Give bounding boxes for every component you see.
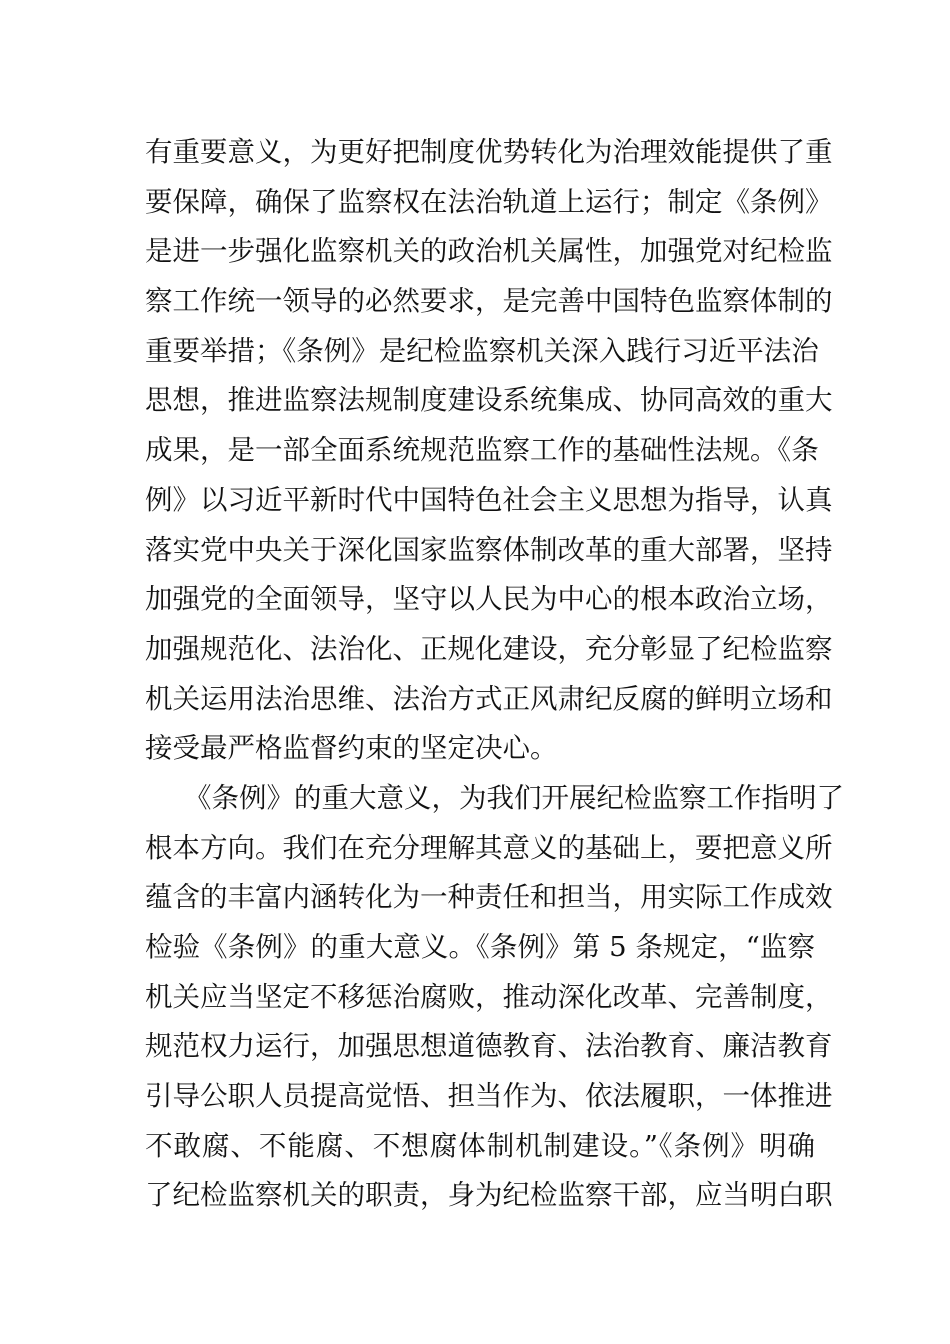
text-line: 规范权力运行，加强思想道德教育、法治教育、廉洁教育 [145, 1030, 833, 1063]
text-line: 根本方向。我们在充分理解其意义的基础上，要把意义所 [145, 831, 833, 864]
text-line: 是进一步强化监察机关的政治机关属性，加强党对纪检监 [145, 235, 833, 268]
text-line: 了纪检监察机关的职责，身为纪检监察干部，应当明白职 [145, 1179, 833, 1212]
text-line: 引导公职人员提高觉悟、担当作为、依法履职，一体推进 [145, 1080, 833, 1113]
text-line: 重要举措；《条例》是纪检监察机关深入践行习近平法治 [145, 334, 819, 367]
text-line: 机关运用法治思维、法治方式正风肃纪反腐的鲜明立场和 [145, 682, 833, 715]
text-line: 不敢腐、不能腐、不想腐体制机制建设。”《条例》明确 [145, 1129, 815, 1162]
text-line: 察工作统一领导的必然要求，是完善中国特色监察体制的 [145, 285, 833, 318]
text-line: 蕴含的丰富内涵转化为一种责任和担当，用实际工作成效 [145, 881, 833, 914]
text-line: 落实党中央关于深化国家监察体制改革的重大部署，坚持 [145, 533, 833, 566]
text-line: 加强党的全面领导，坚守以人民为中心的根本政治立场， [145, 583, 833, 616]
text-line: 检验《条例》的重大意义。《条例》第 5 条规定，“监察 [145, 931, 815, 963]
text-line: 思想，推进监察法规制度建设系统集成、协同高效的重大 [145, 384, 833, 417]
text-line-paragraph-end: 接受最严格监督约束的坚定决心。 [145, 732, 558, 765]
text-line: 成果，是一部全面系统规范监察工作的基础性法规。《条 [145, 434, 819, 467]
text-line: 机关应当坚定不移惩治腐败，推动深化改革、完善制度， [145, 980, 833, 1013]
text-line: 例》以习近平新时代中国特色社会主义思想为指导，认真 [145, 483, 833, 516]
body-text [145, 128, 844, 1221]
text-line-paragraph-start: 《条例》的重大意义，为我们开展纪检监察工作指明了 [184, 781, 844, 814]
text-line: 加强规范化、法治化、正规化建设，充分彰显了纪检监察 [145, 632, 833, 665]
text-line: 要保障，确保了监察权在法治轨道上运行；制定《条例》 [145, 185, 833, 218]
text-line: 有重要意义，为更好把制度优势转化为治理效能提供了重 [145, 136, 833, 168]
